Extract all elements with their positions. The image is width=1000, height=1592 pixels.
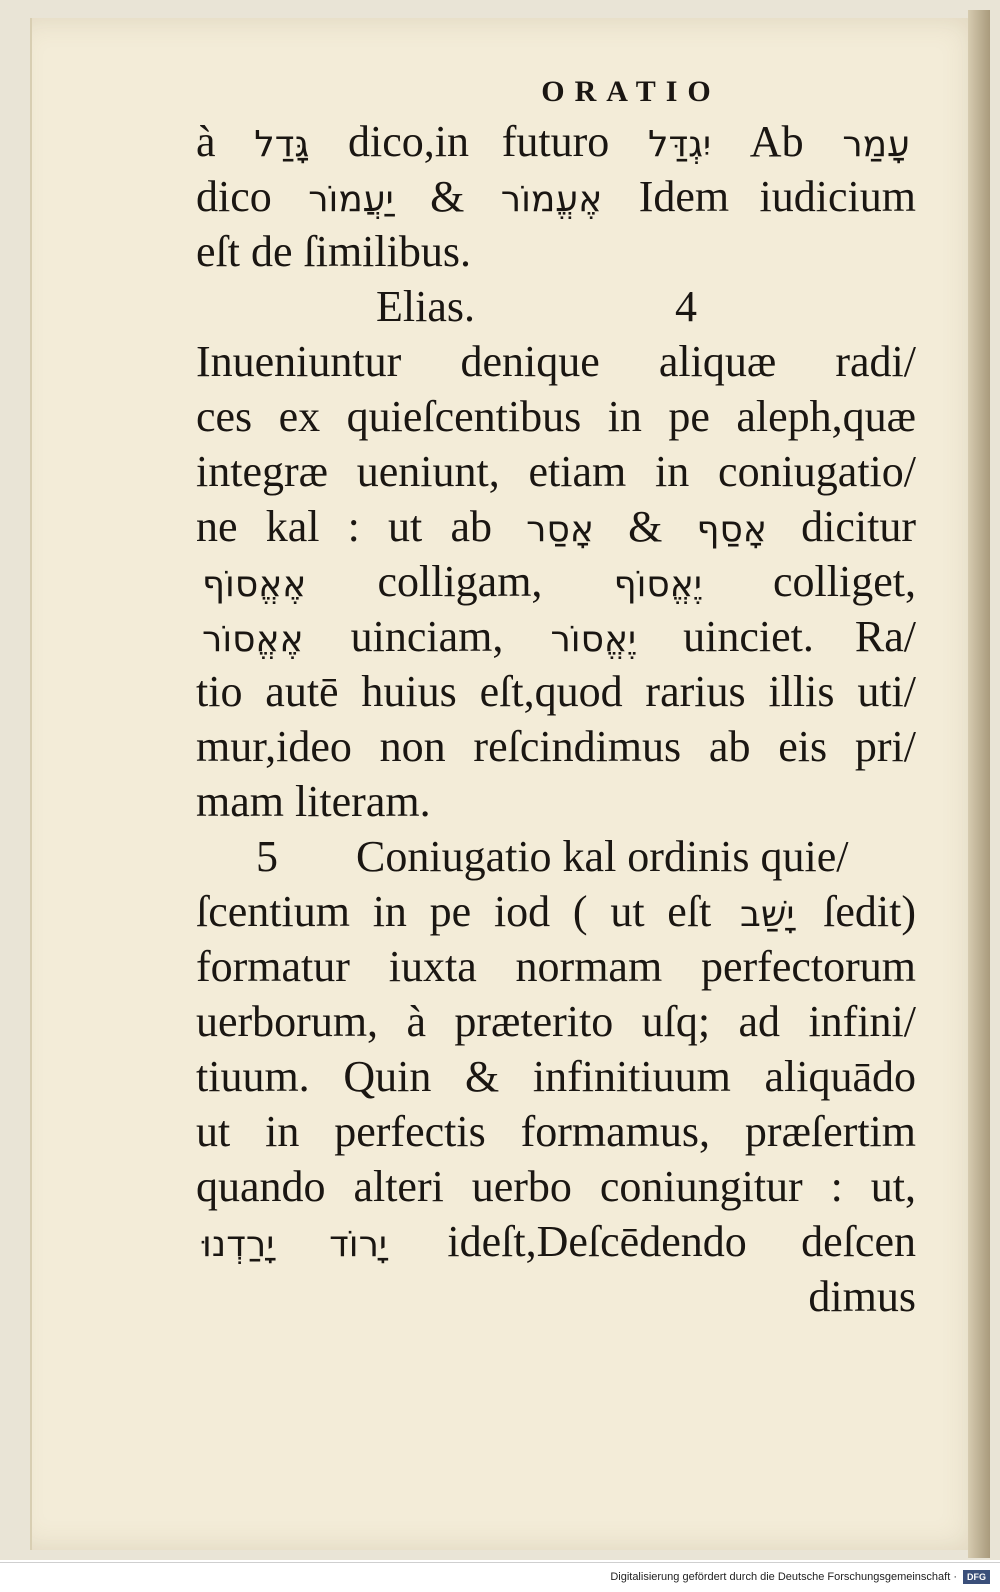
text-line: quando alteri uerbo coniungitur : ut, <box>196 1162 916 1211</box>
hebrew-word: יֶאֱסוֹר <box>550 619 637 660</box>
hebrew-word: יֶאֱסוֹף <box>613 564 702 605</box>
text-line: mur,ideo non reſcindimus ab eis pri/ <box>196 722 916 771</box>
text-line <box>196 114 916 169</box>
page-text <box>196 70 916 1324</box>
page-edge <box>968 10 990 1558</box>
hebrew-word: יִגְדַּל <box>648 124 712 165</box>
latin-text: & <box>599 502 691 551</box>
text-line: Inueniuntur denique aliquæ radi/ <box>196 337 916 386</box>
latin-text: uinciam, <box>309 612 545 661</box>
hebrew-word: יָשַׁב <box>740 894 795 935</box>
text-line <box>196 499 916 554</box>
latin-text: à <box>196 117 249 166</box>
latin-text: uinciet. Ra/ <box>642 612 916 661</box>
dfg-logo: DFG <box>963 1570 990 1584</box>
section-heading <box>196 829 916 884</box>
text-line: uerborum, à præterito uſq; ad infini/ <box>196 997 916 1046</box>
running-header: ORATIO <box>541 75 721 108</box>
text-line <box>196 169 916 224</box>
text-line <box>196 1214 916 1269</box>
text-line: tiuum. Quin & infinitiuum aliquādo <box>196 1052 916 1101</box>
latin-text: Idem iudicium <box>608 172 916 221</box>
text-line <box>196 609 916 664</box>
hebrew-word: אֶאֱסוֹף <box>202 564 307 605</box>
text-line: mam literam. <box>196 777 431 826</box>
latin-text: ne kal : ut ab <box>196 502 521 551</box>
section-heading <box>196 279 916 334</box>
section-title: Elias. <box>376 282 475 331</box>
digitization-footer <box>0 1562 1000 1592</box>
text-line <box>196 554 916 609</box>
text-line <box>196 884 916 939</box>
latin-text: ideſt,Deſcēdendo deſcen <box>392 1217 916 1266</box>
text-line: formatur iuxta normam perfectorum <box>196 942 916 991</box>
latin-text: colligam, <box>312 557 608 606</box>
latin-text: dico,in futuro <box>315 117 643 166</box>
hebrew-word: יָרוֹד יָרַדְנוּ <box>202 1224 387 1265</box>
hebrew-word: אָסַר <box>526 509 594 550</box>
section-number: 5 <box>256 832 278 881</box>
text-line: ces ex quieſcentibus in pe aleph,quæ <box>196 392 916 441</box>
hebrew-word: אֶעֱמוֹר <box>500 179 603 220</box>
text-line: tio autē huius eſt,quod rarius illis uti/ <box>196 667 916 716</box>
latin-text: ſcentium in pe iod ( ut eſt <box>196 887 735 936</box>
footer-text: Digitalisierung gefördert durch die Deutsche Forschungsgemeinschaft · <box>610 1571 957 1583</box>
catchword: dimus <box>808 1272 916 1321</box>
latin-text: Coniugatio kal ordinis quie/ <box>356 832 849 881</box>
section-number: 4 <box>674 282 697 331</box>
hebrew-word: גָּדַל <box>254 124 310 165</box>
text-line: ut in perfectis formamus, præſertim <box>196 1107 916 1156</box>
hebrew-word: עָמַר <box>842 124 910 165</box>
hebrew-word: אֶאֱסוֹר <box>202 619 304 660</box>
latin-text: ſedit) <box>800 887 916 936</box>
hebrew-word: יַעֲמוֹר <box>308 179 394 220</box>
text-line: integræ ueniunt, etiam in coniugatio/ <box>196 447 916 496</box>
text-line: eſt de ſimilibus. <box>196 227 471 276</box>
latin-text: colliget, <box>707 557 916 606</box>
hebrew-word: אָסַף <box>696 509 767 550</box>
latin-text: dicitur <box>772 502 917 551</box>
latin-text: Ab <box>717 117 837 166</box>
latin-text: & <box>399 172 495 221</box>
latin-text: dico <box>196 172 303 221</box>
